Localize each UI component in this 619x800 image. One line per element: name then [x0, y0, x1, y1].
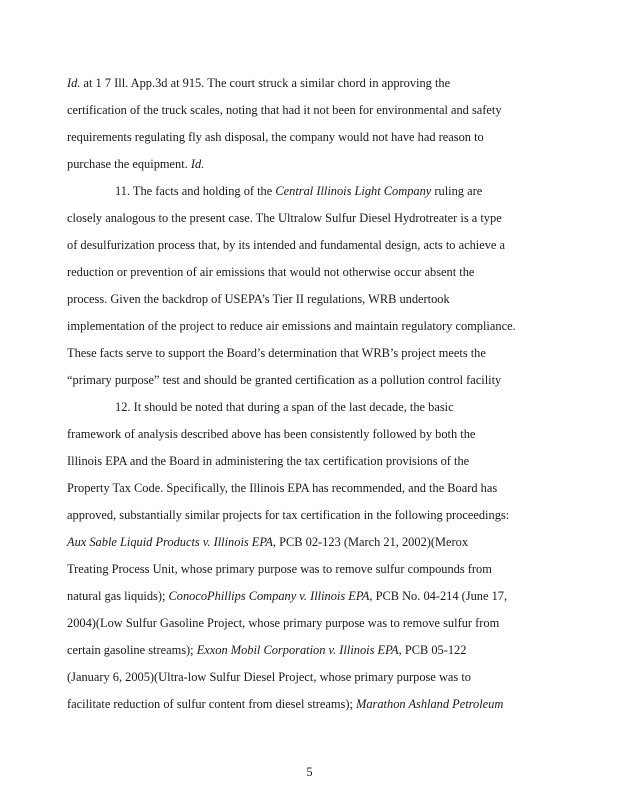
text-run: of desulfurization process that, by its intended and fundamental design, acts to achieve a: [67, 238, 506, 252]
italic-citation: Central Illinois Light Company: [275, 184, 432, 198]
text-run: approved, substantially similar projects for tax certification in the following proceedings:: [67, 508, 510, 522]
text-line: [67, 670, 471, 684]
text-line: [67, 454, 469, 468]
text-line: [67, 238, 505, 252]
text-run: framework of analysis described above has been consistently followed by both the: [67, 427, 476, 441]
text-run: implementation of the project to reduce air emissions and maintain regulatory compliance.: [67, 319, 516, 333]
page-number: 5: [306, 765, 313, 779]
text-line: [67, 643, 466, 657]
text-run: requirements regulating fly ash disposal, the company would not have had reason to: [67, 130, 484, 144]
text-line: [67, 697, 503, 711]
text-line: [67, 130, 484, 144]
text-line: [67, 508, 509, 522]
text-line: [67, 211, 502, 225]
text-line: [115, 400, 454, 414]
text-run: , PCB No. 04-214 (June 17,: [369, 589, 508, 603]
text-line: [67, 157, 204, 171]
text-run: , PCB 02-123 (March 21, 2002)(Merox: [272, 535, 469, 549]
text-run: Illinois EPA and the Board in administering the tax certification provisions of the: [67, 454, 470, 468]
text-run: 12. It should be noted that during a span of the last decade, the basic: [115, 400, 454, 414]
text-run: “primary purpose” test and should be granted certification as a pollution control facility: [67, 373, 502, 387]
text-run: at 1 7 Ill. App.3d at 915. The court struck a similar chord in approving the: [80, 76, 451, 90]
text-run: 11. The facts and holding of the: [115, 184, 276, 198]
text-run: ruling are: [431, 184, 483, 198]
italic-citation: ConocoPhillips Company v. Illinois EPA: [168, 589, 370, 603]
italic-citation: Id.: [67, 76, 81, 90]
italic-citation: Aux Sable Liquid Products v. Illinois EPA: [67, 535, 273, 549]
text-run: facilitate reduction of sulfur content from diesel streams);: [67, 697, 357, 711]
text-line: [67, 589, 507, 603]
text-line: [67, 346, 486, 360]
text-run: , PCB 05-122: [398, 643, 467, 657]
text-run: These facts serve to support the Board’s determination that WRB’s project meets the: [67, 346, 486, 360]
text-line: [67, 427, 475, 441]
text-run: natural gas liquids);: [67, 589, 169, 603]
italic-citation: Id.: [190, 157, 205, 171]
text-run: 2004)(Low Sulfur Gasoline Project, whose primary purpose was to remove sulfur from: [67, 616, 500, 630]
text-run: reduction or prevention of air emissions that would not otherwise occur absent the: [67, 265, 475, 279]
text-run: purchase the equipment.: [67, 157, 191, 171]
text-line: [67, 76, 450, 90]
text-line: [67, 535, 468, 549]
text-run: (January 6, 2005)(Ultra-low Sulfur Diesel Project, whose primary purpose was to: [67, 670, 471, 684]
text-run: certification of the truck scales, noting that had it not been for environmental and safety: [67, 103, 502, 117]
text-line: [67, 265, 474, 279]
text-run: certain gasoline streams);: [67, 643, 197, 657]
text-run: process. Given the backdrop of USEPA’s Tier II regulations, WRB undertook: [67, 292, 450, 306]
text-line: [67, 319, 516, 333]
text-line: [67, 562, 492, 576]
text-run: Treating Process Unit, whose primary purpose was to remove sulfur compounds from: [67, 562, 492, 576]
text-line: [67, 616, 499, 630]
text-line: [115, 184, 482, 198]
text-line: [67, 481, 497, 495]
italic-citation: Marathon Ashland Petroleum: [356, 697, 504, 711]
text-line: [67, 103, 502, 117]
text-run: Property Tax Code. Specifically, the Illinois EPA has recommended, and the Board has: [67, 481, 498, 495]
text-line: [67, 373, 501, 387]
text-line: [67, 292, 450, 306]
text-run: closely analogous to the present case. The Ultralow Sulfur Diesel Hydrotreater is a type: [67, 211, 502, 225]
italic-citation: Exxon Mobil Corporation v. Illinois EPA: [196, 643, 399, 657]
